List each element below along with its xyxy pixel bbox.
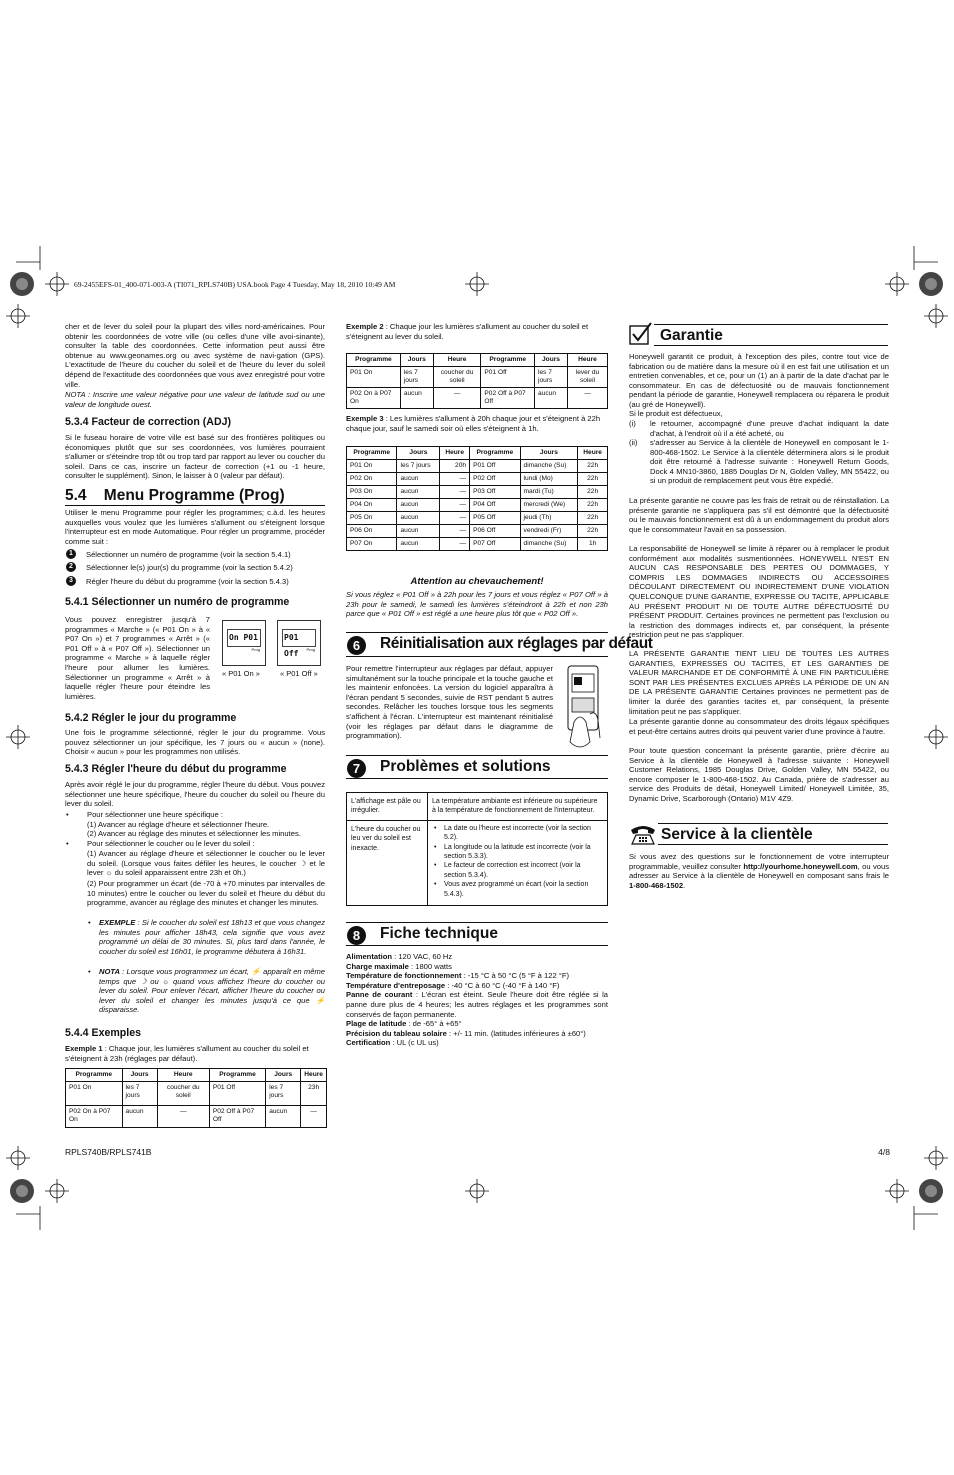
- solution-text: Le facteur de correction est incorrect (voir la section 5.3.4).: [444, 862, 581, 879]
- heading-5-4-underline: [65, 505, 325, 506]
- table-cell: lundi (Mo): [520, 473, 578, 486]
- spec-value: : de -65° à +65°: [406, 1019, 462, 1029]
- example-note: [99, 918, 325, 956]
- bullet-sunrise-step1: (1) Avancer au réglage d'heure et sélectionner le coucher ou le lever du soleil. (Lorsque vous faites défiler les heures, le coucher ☽ et le lever ☼ du soleil apparaissent entre 23h et 0h.): [87, 849, 325, 878]
- table-cell: aucun: [397, 486, 440, 499]
- example-3-text: : Les lumières s'allument à 20h chaque jour et s'éteignent à 22h chaque jour, sauf le samedi soir où elles s'éteignent à 1h.: [346, 414, 601, 433]
- lcd-p01-on-prog: Prog: [251, 647, 260, 652]
- spec-label: Température d'entreposage: [346, 980, 446, 990]
- table-row: [347, 538, 608, 551]
- garantie-p3: La présente garantie ne couvre pas les frais de retrait ou de réinstallation. La présente garantie ne s'appliquera pas s'il est démontré que la défectuosité ou le mauvais fonctionnement est dû à un endommagement du produit alors que le consommateur l'avait en sa possession.: [629, 496, 889, 534]
- garantie-i-text: le retourner, accompagné d'une preuve d'achat indiquant la date d'achat, à l'endroit où il a été acheté, ou: [650, 419, 889, 438]
- table-row: [66, 1082, 327, 1106]
- col-header: Jours: [520, 447, 578, 460]
- table-cell: —: [440, 499, 470, 512]
- table-cell: les 7 jours: [535, 367, 568, 388]
- section-7-number: 7: [347, 759, 366, 778]
- table-cell: P07 On: [347, 538, 397, 551]
- nota-label: NOTA: [99, 967, 120, 976]
- table-header-row: [347, 354, 608, 367]
- example-3-label: Exemple 3: [346, 414, 384, 423]
- garantie-i-label: (i): [629, 419, 636, 428]
- table-cell: vendredi (Fr): [520, 525, 578, 538]
- table-row: [347, 499, 608, 512]
- garantie-title: Garantie: [660, 327, 723, 344]
- step-2-text: Sélectionner le(s) jour(s) du programme (voir la section 5.4.2): [86, 563, 293, 572]
- color-bar-circle-icon: [919, 1179, 943, 1203]
- service-text-b: , ou vous adresser au Service à la clientèle de Honeywell en composant sans frais le: [629, 861, 889, 881]
- solution-text: La longitude ou la latitude est incorrecte (voir la section 5.3.3).: [444, 843, 591, 861]
- spec-label: Alimentation: [346, 952, 392, 961]
- spec-value: : UL (c UL us): [390, 1038, 439, 1048]
- solution-text: La date ou l'heure est incorrecte (voir la section 5.2).: [444, 824, 591, 842]
- service-text-end: .: [683, 880, 686, 890]
- nota-text: : Lorsque vous programmez un écart, ⚡ apparaît en même temps que ☽ ou ☼ quand vous affichez l'heure du coucher ou lever du soleil. Pour enlever l'écart, afficher l'heure du coucher ou lever du soleil et changer les minutes jusqu'à ce que ⚡ disparaisse.: [99, 967, 325, 1015]
- garantie-ii-label: (ii): [629, 438, 638, 447]
- col-header: Heure: [440, 447, 470, 460]
- table-cell: aucun: [266, 1106, 301, 1128]
- solution-item: • Vous avez programmé un écart (voir la section 5.4.3).: [434, 881, 589, 898]
- spec-item: [346, 962, 608, 972]
- table-cell: lever du soleil: [567, 367, 607, 388]
- table-cell: P01 On: [66, 1082, 123, 1106]
- spec-item: [346, 952, 608, 962]
- table-cell: 22h: [578, 486, 608, 499]
- table-cell: —: [301, 1106, 327, 1128]
- table-cell: 22h: [578, 473, 608, 486]
- service-underline: [658, 844, 888, 845]
- crosshair-icon: [885, 1179, 909, 1203]
- lcd-p01-on: [222, 620, 266, 666]
- table-cell: —: [157, 1106, 209, 1128]
- table-row: [347, 793, 608, 821]
- garantie-rule: [654, 324, 888, 325]
- table-cell: —: [440, 538, 470, 551]
- book-header-line: 69-2455EFS-01_400-071-003-A (TI071_RPLS740B) USA.book Page 4 Tuesday, May 18, 2010 10:49 AM: [74, 280, 396, 289]
- heading-5-4-title: Menu Programme (Prog): [103, 487, 285, 504]
- heading-5-4-4: 5.4.4 Exemples: [65, 1027, 141, 1039]
- spec-value: : 1800 watts: [408, 961, 452, 971]
- spec-label: Température de fonctionnement: [346, 971, 462, 981]
- table-header-row: [347, 447, 608, 460]
- garantie-p4: La responsabilité de Honeywell se limite à réparer ou à remplacer le produit conformément aux modalités susmentionnées. HONEYWELL N'EST EN AUCUN CAS RESPONSABLE DES PERTES OU DOMMAGES, Y COMPRIS LES DOMMAGES INDIRECTS OU ACCESSOIRES DÉCOULANT DIRECTEMENT OU INDIRECTEMENT D'UNE VIOLATION QUELCONQUE D'UNE GARANTIE, EXPRESSE OU TACITE, APPLICABLE AU PRÉSENT PRODUIT NI DE TOUTE AUTRE DÉFECTUOSITÉ DU PRÉSENT PRODUIT. Certaines provinces ne permettent pas l'exclusion ou la restriction des dommages indirects et, par conséquent, la présente restriction peut ne pas s'appliquer.: [629, 544, 889, 640]
- step-1-bullet: 1: [66, 549, 76, 559]
- crosshair-icon: [6, 1146, 30, 1170]
- table-cell: P02 Off à P07 Off: [209, 1106, 265, 1128]
- spec-label: Certification: [346, 1038, 391, 1048]
- col-header: Jours: [122, 1069, 157, 1082]
- lcd-p01-on-caption: « P01 On »: [222, 669, 260, 678]
- table-cell: P02 Off: [470, 473, 520, 486]
- table-cell: P05 On: [347, 512, 397, 525]
- table-cell: dimanche (Su): [520, 460, 578, 473]
- table-cell: —: [440, 512, 470, 525]
- table-cell: 23h: [301, 1082, 327, 1106]
- col-header: Jours: [397, 447, 440, 460]
- col-header: Programme: [470, 447, 520, 460]
- table-cell: P01 Off: [481, 367, 535, 388]
- table-cell: mercredi (We): [520, 499, 578, 512]
- table-cell: 22h: [578, 525, 608, 538]
- example-2-label: Exemple 2: [346, 322, 384, 331]
- table-cell: P03 On: [347, 486, 397, 499]
- spec-item: [346, 1019, 608, 1029]
- example-1-text: : Chaque jour, les lumières s'allument au coucher du soleil et s'éteignent à 23h (réglages par défaut).: [65, 1044, 309, 1063]
- solution-item: • Le facteur de correction est incorrect (voir la section 5.3.4).: [434, 862, 581, 879]
- spec-value: : +/- 11 min. (latitudes inférieures à ±60°): [446, 1028, 586, 1038]
- crosshair-icon: [924, 1146, 948, 1170]
- spec-value: : -40 °C à 60 °C (-40 °F à 140 °F): [445, 980, 560, 990]
- garantie-p7: Pour toute question concernant la présente garantie, prière d'écrire au Service à la clientèle de Honeywell à l'adresse suivante : Honeywell Customer Relations, 1985 Douglas Drive, Golden Valley, MN 55422, ou encore composer le 1-800-468-1502. Au Canada, prière de s'adresser au service des Produits de détail, Honeywell Limited/ Honeywell Limitée, 35, Dynamic Drive, Scarborough (Ontario) M1V 4Z9.: [629, 746, 889, 803]
- spec-item: [346, 971, 608, 981]
- table-cell: mardi (Tu): [520, 486, 578, 499]
- table-cell: jeudi (Th): [520, 512, 578, 525]
- crosshair-icon: [885, 272, 909, 296]
- section-8-underline: [346, 945, 608, 946]
- section-7-title: Problèmes et solutions: [380, 758, 551, 775]
- lcd-p01-off-prog: Prog: [306, 647, 315, 652]
- crosshair-icon: [465, 1179, 489, 1203]
- color-bar-circle-icon: [919, 272, 943, 296]
- table-cell: aucun: [535, 388, 568, 409]
- col-header: Programme: [347, 354, 401, 367]
- sub-bullet-dot: •: [88, 967, 91, 976]
- table-cell: les 7 jours: [400, 367, 433, 388]
- table-cell: P02 Off à P07 Off: [481, 388, 535, 409]
- table-cell: P07 Off: [470, 538, 520, 551]
- table-cell: les 7 jours: [122, 1082, 157, 1106]
- table-cell: —: [567, 388, 607, 409]
- section-7-rule: [346, 755, 608, 756]
- crosshair-icon: [45, 272, 69, 296]
- example-2-text: : Chaque jour les lumières s'allument au coucher du soleil et s'éteignent au lever du soleil.: [346, 322, 589, 341]
- spec-value: : L'écran est éteint. Seule l'heure doit être réglée si la panne dure plus de 4 heures; les autres réglages et les programmes sont conservés de façon permanente.: [346, 990, 608, 1019]
- bullet-dot: •: [66, 839, 69, 848]
- table-cell: 1h: [578, 538, 608, 551]
- table-row: [347, 820, 608, 905]
- garantie-p2: Si le produit est défectueux,: [629, 409, 723, 418]
- solution-cell: La température ambiante est inférieure ou supérieure à la température de fonctionnement de l'interrupteur.: [428, 793, 608, 821]
- color-bar-circle-icon: [10, 272, 34, 296]
- step-3-bullet: 3: [66, 576, 76, 586]
- bullet-sunrise-sunset: Pour sélectionner le coucher ou le lever du soleil :: [87, 839, 255, 848]
- table-cell: P06 Off: [470, 525, 520, 538]
- paragraph-5-4-1: Vous pouvez enregistrer jusqu'à 7 programmes « Marche » (« P01 On » à « P07 On ») et 7 programmes « Arrêt » (« P01 Off » à « P07 Off »). Sélectionner un programme « Marche » à laquelle régler l'heure pour allumer les lumières. Sélectionner un programme « Arrêt » à laquelle régler l'heure pour éteindre les lumières.: [65, 615, 210, 701]
- table-cell: —: [440, 486, 470, 499]
- table-cell: 20h: [440, 460, 470, 473]
- col-header: Heure: [578, 447, 608, 460]
- bullet-dot: •: [66, 810, 69, 819]
- table-cell: dimanche (Su): [520, 538, 578, 551]
- table-cell: aucun: [397, 538, 440, 551]
- service-url-link[interactable]: http://yourhome.honeywell.com: [743, 861, 858, 871]
- example-1-paragraph: [65, 1044, 325, 1063]
- table-cell: P04 Off: [470, 499, 520, 512]
- table-cell: aucun: [397, 525, 440, 538]
- lcd-p01-on-screen: On P01: [227, 629, 261, 647]
- example-text: : Si le coucher du soleil est 18h13 et que vous changez les minutes pour afficher 18h43, cela signifie que vous avez programmé un délai de 30 minutes. Si, plus tard dans l'année, le coucher du soleil est 16h01, le programme débutera à 16h31.: [99, 918, 325, 956]
- table-cell: aucun: [397, 512, 440, 525]
- table-cell: aucun: [122, 1106, 157, 1128]
- table-cell: 22h: [578, 460, 608, 473]
- spec-item: [346, 981, 608, 991]
- paragraph-5-4: Utiliser le menu Programme pour régler les programmes; c.à.d. les heures auxquelles vous voulez que les lumières s'allument ou s'éteignent lorsque l'interrupteur est en mode Automatique. Pour régler un programme, procéder comme suit :: [65, 508, 325, 546]
- table-cell: P05 Off: [470, 512, 520, 525]
- col-header: Programme: [66, 1069, 123, 1082]
- troubleshooting-table: [346, 792, 608, 906]
- step-2-bullet: 2: [66, 562, 76, 572]
- service-rule: [658, 823, 888, 824]
- section-6-number: 6: [347, 636, 366, 655]
- heading-5-4-1: 5.4.1 Sélectionner un numéro de programme: [65, 596, 290, 608]
- table-row: [347, 525, 608, 538]
- nota-offset: [99, 967, 325, 1015]
- table-cell: P06 On: [347, 525, 397, 538]
- col-header: Heure: [433, 354, 481, 367]
- specs-list: [346, 952, 608, 1048]
- problem-cell: L'heure du coucher ou leu ver du soleil est inexacte.: [347, 820, 428, 905]
- table-row: [347, 473, 608, 486]
- example-2-paragraph: [346, 322, 608, 341]
- bullet-specific-time: Pour sélectionner une heure spécifique :: [87, 810, 223, 819]
- section-8-title: Fiche technique: [380, 925, 498, 942]
- table-row: [66, 1106, 327, 1128]
- table-cell: P04 On: [347, 499, 397, 512]
- spec-item: [346, 1029, 608, 1039]
- solution-item: • La longitude ou la latitude est incorrecte (voir la section 5.3.3).: [434, 843, 591, 861]
- crosshair-icon: [6, 304, 30, 328]
- spec-label: Précision du tableau solaire: [346, 1028, 447, 1038]
- service-title: Service à la clientèle: [661, 826, 813, 843]
- spec-item: [346, 1038, 608, 1048]
- col-header: Programme: [347, 447, 397, 460]
- garantie-underline: [654, 345, 888, 346]
- heading-5-3-4: 5.3.4 Facteur de correction (ADJ): [65, 416, 232, 428]
- color-bar-circle-icon: [10, 1179, 34, 1203]
- heading-5-4: [65, 487, 285, 505]
- crosshair-icon: [6, 725, 30, 749]
- table-row: [347, 367, 608, 388]
- table-cell: —: [440, 473, 470, 486]
- attention-text: Si vous réglez « P01 Off » à 22h pour les 7 jours et vous réglez « P07 Off » à 23h pour le samedi, le samedi les lumières s'éteindront à 22h et non 23h parce que « P01 Off » est réglé a une heure plus tôt que « P02 Off ».: [346, 590, 608, 619]
- col-header: Jours: [400, 354, 433, 367]
- service-text-a: Si vous avez des questions sur le fonctionnement de votre interrupteur programmable, veuillez consulter: [629, 852, 889, 871]
- example-3-table: [346, 446, 608, 551]
- section-6-underline: [346, 656, 608, 657]
- table-cell: P03 Off: [470, 486, 520, 499]
- table-cell: aucun: [400, 388, 433, 409]
- table-cell: —: [440, 525, 470, 538]
- service-paragraph: [629, 852, 889, 890]
- table-cell: 22h: [578, 512, 608, 525]
- table-cell: coucher du soleil: [157, 1082, 209, 1106]
- garantie-p1: Honeywell garantit ce produit, à l'exception des piles, contre tout vice de fabrication ou de matière dans la mesure où il en est fait une utilisation et un entretien convenables, et ce, pour un (1) an à partir de la date d'achat par le consommateur. En cas de défectuosité ou de mauvais fonctionnement pendant la période de garantie, Honeywell remplacera ou réparera le produit (au gré de Honeywell).: [629, 352, 889, 409]
- spec-label: Panne de courant: [346, 990, 413, 1000]
- example-3-paragraph: [346, 414, 608, 433]
- table-row: [347, 512, 608, 525]
- col-header: Programme: [481, 354, 535, 367]
- bullet-specific-step1: (1) Avancer au réglage d'heure et sélectionner l'heure.: [87, 820, 270, 829]
- crosshair-icon: [465, 272, 489, 296]
- reset-switch-illustration: [560, 664, 608, 752]
- crosshair-icon: [924, 304, 948, 328]
- table-cell: P01 Off: [470, 460, 520, 473]
- footer-model: RPLS740B/RPLS741B: [65, 1147, 152, 1157]
- table-cell: aucun: [397, 499, 440, 512]
- example-label: EXEMPLE: [99, 918, 136, 927]
- paragraph-5-3-4: Si le fuseau horaire de votre ville est basé sur des frontières politiques ou économiques plutôt que sur ses coordonnées, vos lumières pourraient s'allumer or s'éteindre trop tôt ou trop tard par rapport au lever ou coucher du soleil. Dans ce cas, inscrire un facteur de correction (+1 ou -1 heure, consulter le supplément). Sinon, le laisser à 0 (valeur par défaut).: [65, 433, 325, 481]
- nota-latitude: NOTA : Inscrire une valeur négative pour une valeur de latitude sud ou une valeur de longitude ouest.: [65, 390, 325, 409]
- garantie-p5: LA PRÉSENTE GARANTIE TIENT LIEU DE TOUTES LES AUTRES GARANTIES, EXPRESSES OU TACITES, ET LES GARANTIES DE VALEUR MARCHANDE ET DE CONFORMITÉ À UNE FIN PARTICULIÈRE SONT PAR LES PRÉSENTES EXCLUES APRÈS LA PÉRIODE DE UN AN DE LA PRÉSENTE GARANTIE Certaines provinces ne permettent pas de limiter la durée des garanties tacites et, par conséquent, la présente limitation peut ne pas s'appliquer.: [629, 649, 889, 716]
- section-6-title: Réinitialisation aux réglages par défaut: [380, 635, 653, 652]
- example-2-table: [346, 353, 608, 409]
- lcd-p01-off-screen: P01 Off: [282, 629, 316, 647]
- table-row: [347, 388, 608, 409]
- solution-text: Vous avez programmé un écart (voir la section 5.4.3).: [444, 881, 589, 898]
- table-cell: P02 On à P07 On: [347, 388, 401, 409]
- spec-item: [346, 990, 608, 1019]
- lcd-p01-off: [277, 620, 321, 666]
- garantie-ii-text: s'adresser au Service à la clientèle de Honeywell en composant le 1-800-468-1502. Le Service à la clientèle déterminera alors si le produit doit être retourné à l'adresse suivante : Honeywell Return Goods, Dock 4 MN10-3860, 1885 Douglas Dr N, Golden Valley, MN 55422, ou si un produit de remplacement peut vous être expédié.: [650, 438, 889, 486]
- sub-bullet-dot: •: [88, 918, 91, 927]
- spec-value: : 120 VAC, 60 Hz: [392, 952, 453, 961]
- example-1-label: Exemple 1: [65, 1044, 103, 1053]
- example-1-table: [65, 1068, 327, 1128]
- col-header: Heure: [157, 1069, 209, 1082]
- col-header: Jours: [266, 1069, 301, 1082]
- spec-label: Plage de latitude: [346, 1019, 407, 1029]
- step-1-text: Sélectionner un numéro de programme (voir la section 5.4.1): [86, 550, 291, 559]
- table-cell: P02 On: [347, 473, 397, 486]
- step-3-text: Régler l'heure du début du programme (voir la section 5.4.3): [86, 577, 289, 586]
- table-cell: les 7 jours: [266, 1082, 301, 1106]
- heading-5-4-3: 5.4.3 Régler l'heure du début du programme: [65, 763, 287, 775]
- col-header: Programme: [209, 1069, 265, 1082]
- table-cell: aucun: [397, 473, 440, 486]
- checkbox-icon: [629, 322, 653, 346]
- paragraph-5-4-3: Après avoir réglé le jour du programme, régler l'heure du début. Vous pouvez sélectionner une heure spécifique, l'heure du coucher du soleil ou l'heure du lever du soleil.: [65, 780, 325, 809]
- service-phone: 1-800-468-1502: [629, 880, 684, 890]
- table-cell: P01 On: [347, 367, 401, 388]
- table-cell: coucher du soleil: [433, 367, 481, 388]
- heading-5-4-number: 5.4: [65, 487, 87, 504]
- col-header: Jours: [535, 354, 568, 367]
- solution-cell: [428, 820, 608, 905]
- col-header: Heure: [567, 354, 607, 367]
- table-cell: P02 On à P07 On: [66, 1106, 123, 1128]
- intro-paragraph: cher et de lever du soleil pour la plupart des villes nord-américaines. Pour obtenir les coordonnées de votre ville (ou celles d'une ville avoi-sinante), consulter la table des coordonnées. Cette information peut aussi être obtenue au www.geonames.org ou avec système de navi-gation (GPS). L'exactitude de l'heure du coucher du soleil et de l'heure du lever du soleil dépend de l'exactitude des coordonnées que vous avez enregistré pour votre ville.: [65, 322, 325, 389]
- section-8-number: 8: [347, 926, 366, 945]
- table-row: [347, 460, 608, 473]
- garantie-p6: La présente garantie donne au consommateur des droits légaux spécifiques et peut-être certains autres droits qui peuvent varier d'une province à l'autre.: [629, 717, 889, 736]
- table-cell: P01 Off: [209, 1082, 265, 1106]
- table-header-row: [66, 1069, 327, 1082]
- section-6-text: Pour remettre l'interrupteur aux réglages par défaut, appuyer simultanément sur la touche principale et la touche gauche et les maintenir enfoncées. La version du logiciel apparaîtra à l'écran pendant 5 secondes, suivie de RST pendant 5 autres secondes. Relâcher les touches lorsque tous les segments s'affichent à l'écran. L'interrupteur est maintenant réinitialisé (voir les réglages par défaut dans le diagramme de programmation).: [346, 664, 553, 741]
- section-7-underline: [346, 778, 608, 779]
- footer-page-number: 4/8: [878, 1147, 890, 1157]
- section-6-rule: [346, 632, 608, 633]
- crosshair-icon: [45, 1179, 69, 1203]
- heading-5-4-2: 5.4.2 Régler le jour du programme: [65, 712, 237, 724]
- lcd-p01-off-caption: « P01 Off »: [280, 669, 318, 678]
- solution-item: • La date ou l'heure est incorrecte (voir la section 5.2).: [434, 824, 591, 842]
- table-cell: P01 On: [347, 460, 397, 473]
- col-header: Heure: [301, 1069, 327, 1082]
- table-cell: —: [433, 388, 481, 409]
- bullet-sunrise-step2: (2) Pour programmer un écart (de -70 à +70 minutes par intervalles de 10 minutes) entre le coucher ou lever du soleil et l'heure du début du programme, avancer au réglage des minutes et changer les minutes.: [87, 879, 325, 908]
- telephone-icon: [629, 824, 657, 846]
- spec-label: Charge maximale: [346, 961, 409, 971]
- crosshair-icon: [924, 725, 948, 749]
- table-cell: les 7 jours: [397, 460, 440, 473]
- bullet-specific-step2: (2) Avancer au réglage des minutes et sélectionner les minutes.: [87, 829, 301, 838]
- attention-title: Attention au chevauchement!: [410, 576, 544, 587]
- table-row: [347, 486, 608, 499]
- problem-cell: L'affichage est pâle ou irrégulier.: [347, 793, 428, 821]
- table-cell: 22h: [578, 499, 608, 512]
- section-8-rule: [346, 922, 608, 923]
- paragraph-5-4-2: Une fois le programme sélectionné, régler le jour du programme. Vous pouvez sélectionner un jour spécifique, les 7 jours ou « aucun » (none). Choisir « aucun » pour les programmes non utilisés.: [65, 728, 325, 757]
- spec-value: : -15 °C à 50 °C (5 °F à 122 °F): [461, 971, 569, 981]
